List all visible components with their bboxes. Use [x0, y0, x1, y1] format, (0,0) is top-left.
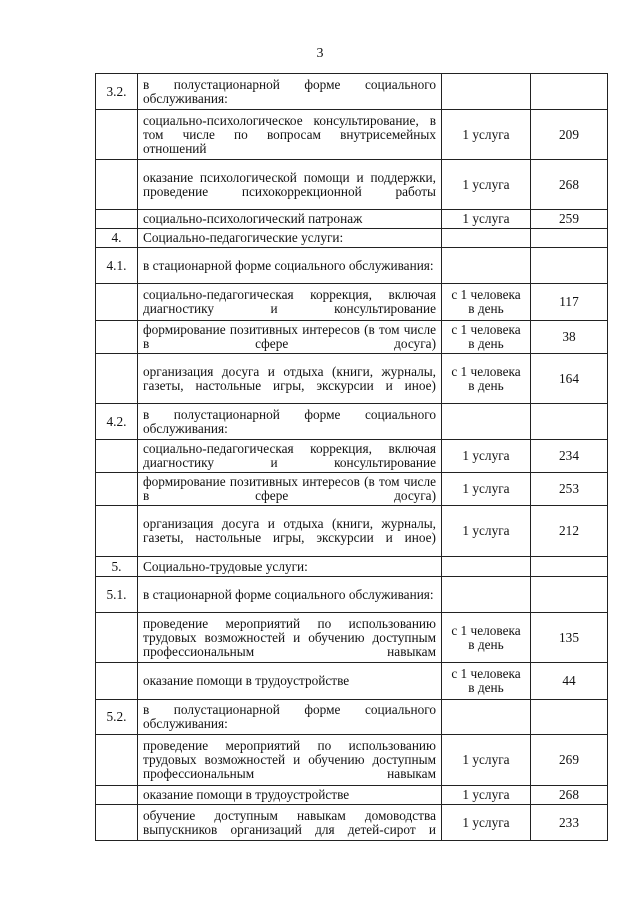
- row-number-cell: [96, 805, 138, 841]
- unit-of-measure-cell: [442, 440, 531, 473]
- row-number-cell: [96, 210, 138, 229]
- table-row: [96, 229, 608, 248]
- row-number: 4.1.: [106, 257, 127, 273]
- tariff-price: 234: [559, 448, 579, 463]
- tariff-price: 135: [559, 629, 579, 645]
- service-name-cell: [138, 229, 442, 248]
- tariff-price: 233: [559, 814, 579, 830]
- table-row: [96, 613, 608, 663]
- service-name: проведение мероприятий по использованию трудовых возможностей и обучению доступным профессиональным навыкам: [143, 615, 436, 659]
- table-row: [96, 440, 608, 473]
- service-name-cell: [138, 473, 442, 506]
- table-row: [96, 210, 608, 229]
- tariff-price-cell: [531, 735, 608, 786]
- unit-of-measure-cell: [442, 248, 531, 284]
- table-row: [96, 160, 608, 210]
- unit-of-measure: с 1 человека в день: [451, 666, 521, 695]
- unit-of-measure: 1 услуга: [462, 787, 510, 802]
- tariff-price-cell: [531, 74, 608, 110]
- tariff-price: 212: [559, 523, 579, 538]
- row-number-cell: [96, 248, 138, 284]
- row-number-cell: [96, 557, 138, 577]
- unit-of-measure-cell: [442, 663, 531, 700]
- unit-of-measure: 1 услуга: [462, 752, 510, 767]
- row-number: 5.2.: [106, 709, 127, 724]
- unit-of-measure: 1 услуга: [462, 481, 510, 496]
- service-name-cell: [138, 577, 442, 613]
- service-name: формирование позитивных интересов (в том числе в сфере досуга): [143, 474, 436, 503]
- table-row: [96, 557, 608, 577]
- service-name-cell: [138, 284, 442, 321]
- tariff-price-cell: [531, 284, 608, 321]
- service-name: оказание помощи в трудоустройстве: [143, 673, 350, 688]
- tariff-price-cell: [531, 248, 608, 284]
- row-number-cell: [96, 700, 138, 735]
- unit-of-measure: 1 услуга: [462, 176, 510, 192]
- row-number-cell: [96, 160, 138, 210]
- unit-of-measure: 1 услуга: [462, 523, 510, 538]
- unit-of-measure: 1 услуга: [462, 211, 510, 226]
- service-name-cell: [138, 404, 442, 440]
- tariff-price-cell: [531, 577, 608, 613]
- unit-of-measure-cell: [442, 354, 531, 404]
- row-number-cell: [96, 663, 138, 700]
- service-name: организация досуга и отдыха (книги, журналы, газеты, настольные игры, экскурсии и иное): [143, 516, 436, 545]
- tariff-price-cell: [531, 440, 608, 473]
- row-number: 3.2.: [106, 83, 127, 99]
- table-row: [96, 284, 608, 321]
- table-row: [96, 577, 608, 613]
- row-number-cell: [96, 440, 138, 473]
- service-name-cell: [138, 110, 442, 160]
- service-name: в стационарной форме социального обслуживания:: [143, 586, 434, 602]
- service-name: оказание психологической помощи и поддержки, проведение психокоррекционной работы: [143, 169, 436, 199]
- row-number-cell: [96, 321, 138, 354]
- table-row: [96, 110, 608, 160]
- row-number: 4.: [111, 230, 122, 245]
- row-number: 5.1.: [106, 586, 127, 602]
- table-row: [96, 74, 608, 110]
- unit-of-measure-cell: [442, 786, 531, 805]
- service-name-cell: [138, 786, 442, 805]
- service-name: социально-педагогическая коррекция, включая диагностику и консультирование: [143, 441, 436, 470]
- table-row: [96, 248, 608, 284]
- row-number-cell: [96, 110, 138, 160]
- unit-of-measure-cell: [442, 404, 531, 440]
- unit-of-measure: 1 услуга: [462, 448, 510, 463]
- table-body: [96, 74, 608, 841]
- service-name-cell: [138, 354, 442, 404]
- unit-of-measure-cell: [442, 735, 531, 786]
- unit-of-measure-cell: [442, 473, 531, 506]
- tariff-price: 259: [559, 211, 579, 226]
- tariff-price-cell: [531, 160, 608, 210]
- service-name: Социально-педагогические услуги:: [143, 230, 344, 245]
- service-name-cell: [138, 663, 442, 700]
- tariff-price-cell: [531, 506, 608, 557]
- tariff-price-cell: [531, 321, 608, 354]
- tariff-price-cell: [531, 663, 608, 700]
- service-name-cell: [138, 735, 442, 786]
- service-name: оказание помощи в трудоустройстве: [143, 787, 350, 802]
- service-name-cell: [138, 160, 442, 210]
- tariff-price: 44: [562, 673, 576, 688]
- tariff-price-cell: [531, 229, 608, 248]
- table-row: [96, 404, 608, 440]
- unit-of-measure-cell: [442, 229, 531, 248]
- service-name-cell: [138, 805, 442, 841]
- row-number-cell: [96, 577, 138, 613]
- unit-of-measure: с 1 человека в день: [451, 363, 521, 393]
- unit-of-measure-cell: [442, 284, 531, 321]
- tariff-price-cell: [531, 700, 608, 735]
- row-number-cell: [96, 473, 138, 506]
- row-number-cell: [96, 74, 138, 110]
- service-name-cell: [138, 321, 442, 354]
- unit-of-measure-cell: [442, 210, 531, 229]
- table-row: [96, 663, 608, 700]
- tariff-price: 253: [559, 481, 579, 496]
- unit-of-measure-cell: [442, 700, 531, 735]
- tariff-price: 269: [559, 752, 579, 767]
- service-name-cell: [138, 557, 442, 577]
- services-tariff-table: [95, 73, 608, 841]
- tariff-price-cell: [531, 354, 608, 404]
- table-row: [96, 700, 608, 735]
- tariff-price-cell: [531, 404, 608, 440]
- row-number-cell: [96, 786, 138, 805]
- unit-of-measure: 1 услуга: [462, 126, 510, 142]
- service-name-cell: [138, 440, 442, 473]
- unit-of-measure: 1 услуга: [462, 814, 510, 830]
- service-name: формирование позитивных интересов (в том числе в сфере досуга): [143, 322, 436, 351]
- service-name: в полустационарной форме социального обслуживания:: [143, 76, 436, 106]
- service-name: в полустационарной форме социального обслуживания:: [143, 702, 436, 731]
- tariff-price: 38: [562, 329, 576, 344]
- tariff-price: 209: [559, 126, 579, 142]
- tariff-price: 164: [559, 370, 579, 386]
- row-number-cell: [96, 613, 138, 663]
- service-name-cell: [138, 210, 442, 229]
- row-number: 5.: [111, 558, 122, 574]
- service-name-cell: [138, 700, 442, 735]
- tariff-price-cell: [531, 473, 608, 506]
- service-name-cell: [138, 248, 442, 284]
- table-row: [96, 321, 608, 354]
- row-number-cell: [96, 284, 138, 321]
- tariff-price-cell: [531, 805, 608, 841]
- table-row: [96, 786, 608, 805]
- table-row: [96, 735, 608, 786]
- table-row: [96, 473, 608, 506]
- service-name-cell: [138, 613, 442, 663]
- row-number-cell: [96, 404, 138, 440]
- row-number-cell: [96, 506, 138, 557]
- unit-of-measure-cell: [442, 557, 531, 577]
- tariff-price-cell: [531, 557, 608, 577]
- service-name-cell: [138, 74, 442, 110]
- table-row: [96, 506, 608, 557]
- service-name: в полустационарной форме социального обслуживания:: [143, 406, 436, 436]
- tariff-price: 117: [559, 294, 579, 309]
- unit-of-measure-cell: [442, 74, 531, 110]
- tariff-price: 268: [559, 176, 579, 192]
- table-row: [96, 354, 608, 404]
- row-number: 4.2.: [106, 413, 127, 429]
- service-name: организация досуга и отдыха (книги, журналы, газеты, настольные игры, экскурсии и иное): [143, 363, 436, 393]
- row-number-cell: [96, 229, 138, 248]
- service-name: социально-психологический патронаж: [143, 211, 363, 226]
- tariff-price-cell: [531, 110, 608, 160]
- service-name: Социально-трудовые услуги:: [143, 558, 308, 574]
- tariff-price: 268: [559, 787, 579, 802]
- row-number-cell: [96, 354, 138, 404]
- unit-of-measure-cell: [442, 506, 531, 557]
- service-name: социально-психологическое консультирование, в том числе по вопросам внутрисемейных отношений: [143, 112, 436, 156]
- service-name: в стационарной форме социального обслуживания:: [143, 257, 434, 273]
- unit-of-measure-cell: [442, 321, 531, 354]
- unit-of-measure-cell: [442, 110, 531, 160]
- unit-of-measure-cell: [442, 805, 531, 841]
- unit-of-measure-cell: [442, 160, 531, 210]
- table-row: [96, 805, 608, 841]
- unit-of-measure: с 1 человека в день: [451, 287, 521, 316]
- unit-of-measure-cell: [442, 613, 531, 663]
- service-name: обучение доступным навыкам домоводства выпускников организаций для детей-сирот и: [143, 807, 436, 837]
- unit-of-measure: с 1 человека в день: [451, 622, 521, 652]
- tariff-price-cell: [531, 613, 608, 663]
- unit-of-measure-cell: [442, 577, 531, 613]
- row-number-cell: [96, 735, 138, 786]
- service-name-cell: [138, 506, 442, 557]
- unit-of-measure: с 1 человека в день: [451, 322, 521, 351]
- service-name: социально-педагогическая коррекция, включая диагностику и консультирование: [143, 287, 436, 316]
- page-number: 3: [316, 46, 324, 61]
- tariff-price-cell: [531, 786, 608, 805]
- tariff-price-cell: [531, 210, 608, 229]
- service-name: проведение мероприятий по использованию трудовых возможностей и обучению доступным профессиональным навыкам: [143, 738, 436, 781]
